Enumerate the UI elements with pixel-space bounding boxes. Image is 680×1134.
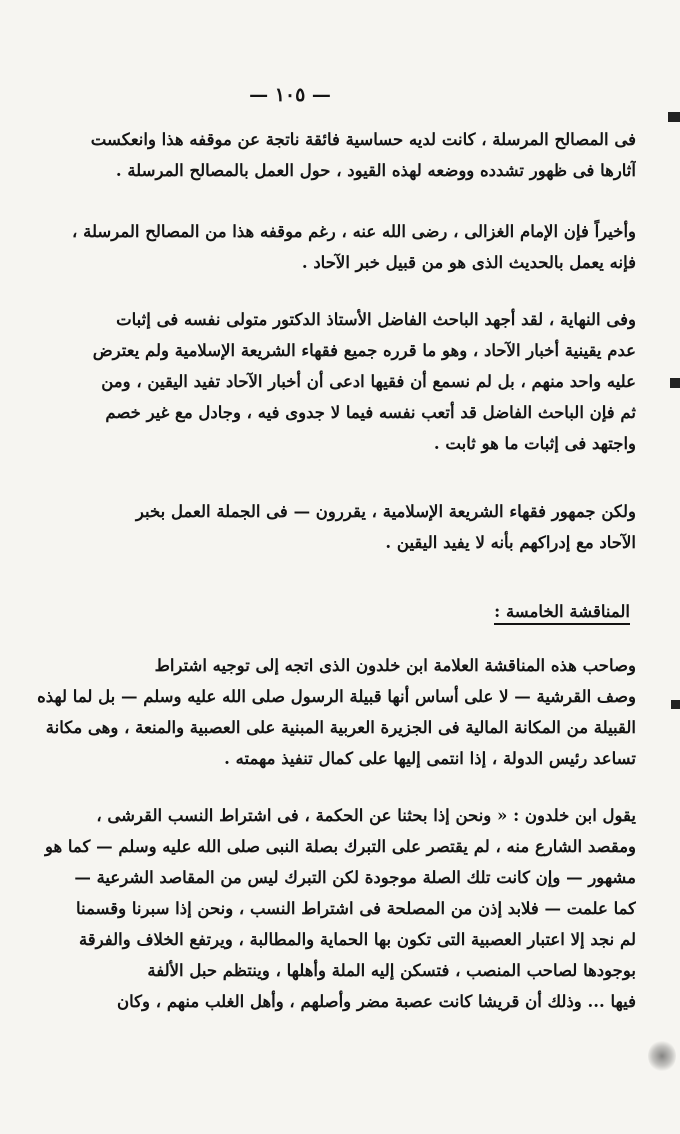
text-line: فى المصالح المرسلة ، كانت لديه حساسية فائقة ناتجة عن موقفه هذا وانعكست (90, 130, 636, 149)
text-line: ومقصد الشارع منه ، لم يقتصر على التبرك بصلة النبى صلى الله عليه وسلم — كما هو (44, 837, 636, 856)
text-line: تساعد رئيس الدولة ، إذا انتمى إليها على كمال تنفيذ مهمته . (224, 749, 636, 768)
paragraph (36, 216, 636, 278)
paragraph (36, 124, 636, 186)
text-line: عدم يقينية أخبار الآحاد ، وهو ما قرره جميع فقهاء الشريعة الإسلامية ولم يعترض (92, 341, 636, 360)
text-line: الآحاد مع إدراكهم بأنه لا يفيد اليقين . (385, 533, 636, 552)
text-line: كما علمت — فلابد إذن من المصلحة فى اشتراط النسب ، ونحن إذا سبرنا وقسمنا (76, 899, 636, 918)
text-line: آثارها فى ظهور تشدده ووضعه لهذه القيود ، حول العمل بالمصالح المرسلة . (115, 161, 636, 180)
text-line: وصف القرشية — لا على أساس أنها قبيلة الرسول صلى الله عليه وسلم — بل لما لهذه (37, 687, 636, 706)
text-line: يقول ابن خلدون : « ونحن إذا بحثنا عن الحكمة ، فى اشتراط النسب القرشى ، (96, 806, 636, 825)
text-line: وأخيراً فإن الإمام الغزالى ، رضى الله عنه ، رغم موقفه هذا من المصالح المرسلة ، (72, 222, 636, 241)
scan-edge-mark (668, 112, 680, 122)
paragraph (36, 304, 636, 459)
page-number: — ١٠٥ — (249, 84, 331, 106)
paragraph (36, 800, 636, 1017)
text-line: واجتهد فى إثبات ما هو ثابت . (433, 434, 636, 453)
text-line: وفى النهاية ، لقد أجهد الباحث الفاضل الأستاذ الدكتور متولى نفسه فى إثبات (116, 310, 636, 329)
text-line: مشهور — وإن كانت تلك الصلة موجودة لكن التبرك ليس من المقاصد الشرعية — (74, 868, 636, 887)
text-line: عليه واحد منهم ، بل لم نسمع أن فقيها ادعى أن أخبار الآحاد تفيد اليقين ، ومن (101, 372, 636, 391)
scan-edge-mark (670, 378, 680, 388)
text-line: فإنه يعمل بالحديث الذى هو من قبيل خبر الآحاد . (301, 253, 636, 272)
scan-edge-mark (671, 700, 680, 709)
paragraph (36, 650, 636, 774)
text-line: بوجودها لصاحب المنصب ، فتسكن إليه الملة وأهلها ، وينتظم حبل الألفة (147, 961, 636, 980)
text-line: ثم فإن الباحث الفاضل قد أتعب نفسه فيما لا جدوى فيه ، وجادل مع غير خصم (105, 403, 636, 422)
text-line: فيها ... وذلك أن قريشا كانت عصبة مضر وأصلهم ، وأهل الغلب منهم ، وكان (117, 992, 636, 1011)
paragraph (36, 496, 636, 558)
text-line: القبيلة من المكانة المالية فى الجزيرة العربية المبنية على العصبية والمنعة ، وهى مكانة (45, 718, 636, 737)
section-heading: المناقشة الخامسة : (494, 602, 630, 625)
text-line: لم نجد إلا اعتبار العصبية التى تكون بها الحماية والمطالبة ، ويرتفع الخلاف والفرقة (78, 930, 636, 949)
text-line: ولكن جمهور فقهاء الشريعة الإسلامية ، يقررون — فى الجملة العمل بخبر (135, 502, 636, 521)
scan-smudge (648, 1040, 676, 1072)
text-line: وصاحب هذه المناقشة العلامة ابن خلدون الذى اتجه إلى توجيه اشتراط (154, 656, 636, 675)
